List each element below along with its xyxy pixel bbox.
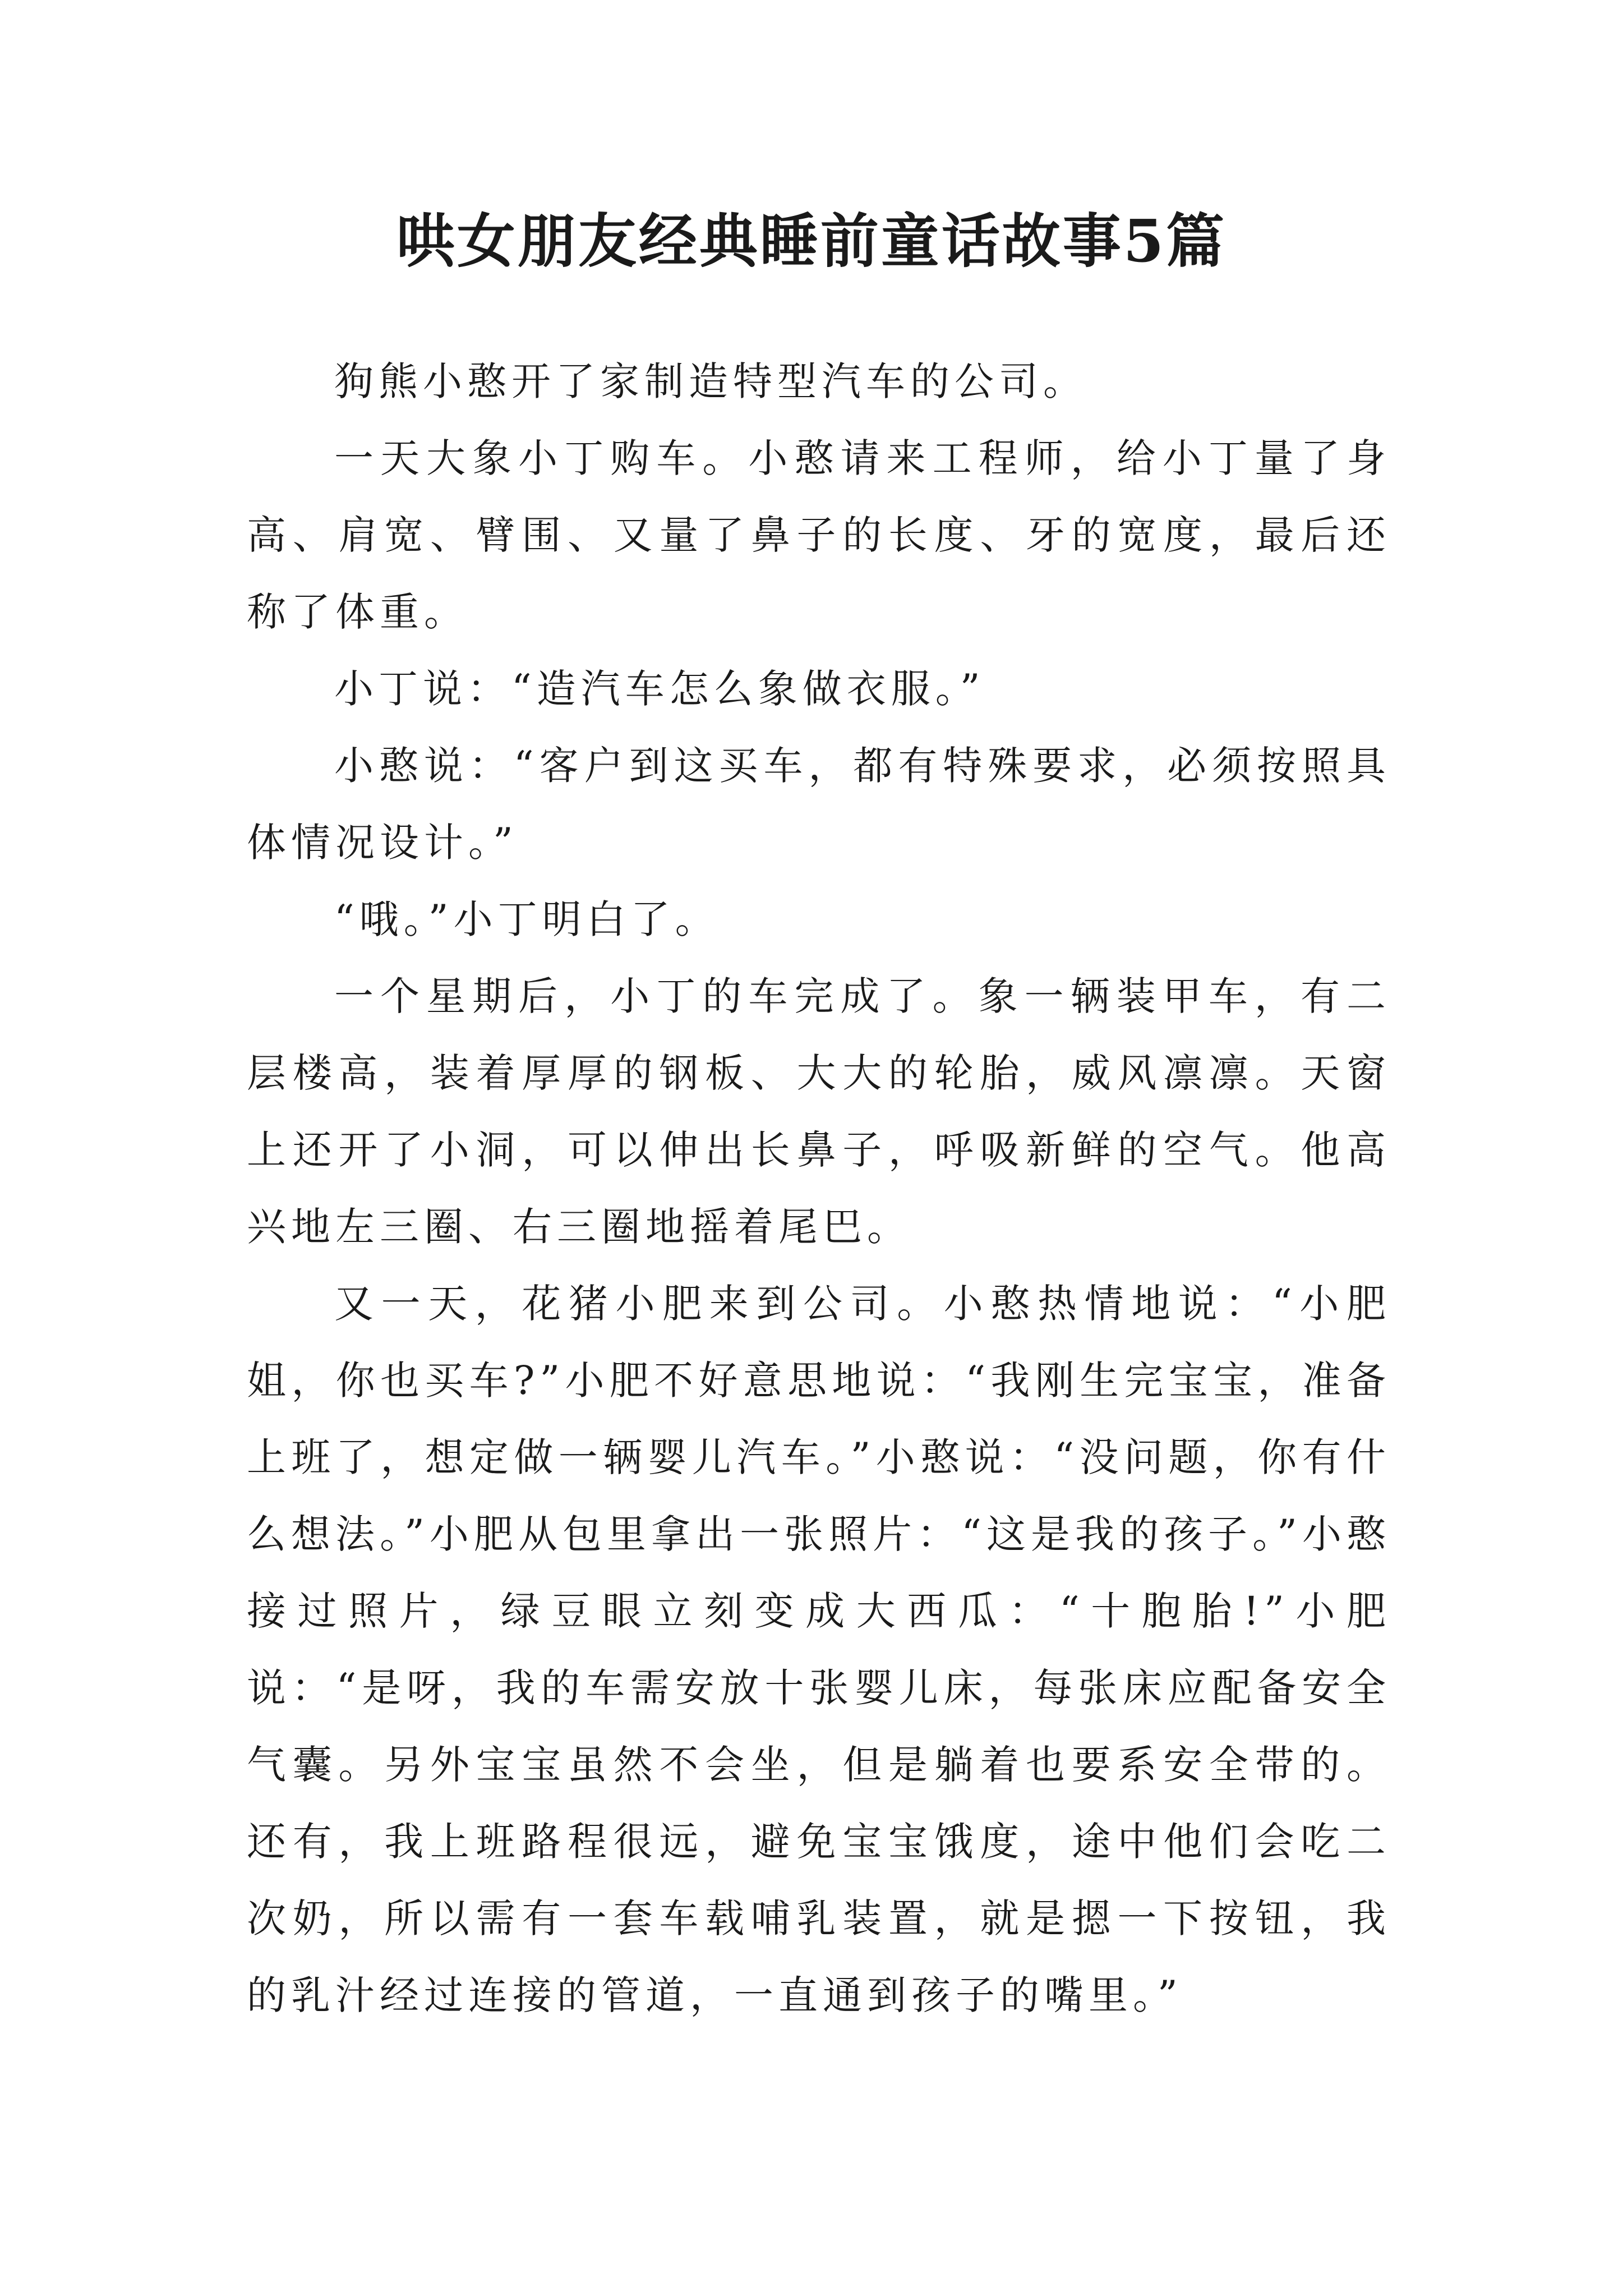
- paragraph: 小丁说：“造汽车怎么象做衣服。”: [334, 666, 985, 712]
- paragraph: 一个星期后，小丁的车完成了。象一辆装甲车，有二层楼高，装着厚厚的钢板、大大的轮胎，威风凛凛。天窗上还开了小洞，可以伸出长鼻子，呼吸新鲜的空气。他高兴地左三圈、右三圈地摇着尾巴。: [247, 973, 1391, 1250]
- paragraph: 狗熊小憨开了家制造特型汽车的公司。: [334, 358, 1087, 404]
- document-title: 哄女朋友经典睡前童话故事5篇: [396, 206, 1227, 275]
- paragraph: “哦。”小丁明白了。: [334, 896, 720, 942]
- paragraph: 又一天，花猪小肥来到公司。小憨热情地说：“小肥姐，你也买车?”小肥不好意思地说：“我刚生完宝宝，准备上班了，想定做一辆婴儿汽车。”小憨说：“没问题，你有什么想法。”小肥从包里拿出一张照片：“这是我的孩子。”小憨接过照片，绿豆眼立刻变成大西瓜：“十胞胎!”小肥说：“是呀，我的车需安放十张婴儿床，每张床应配备安全气囊。另外宝宝虽然不会坐，但是躺着也要系安全带的。还有，我上班路程很远，避免宝宝饿度，途中他们会吃二次奶，所以需有一套车载哺乳装置，就是摁一下按钮，我的乳汁经过连接的管道，一直通到孩子的嘴里。”: [247, 1281, 1391, 2018]
- paragraph: 一天大象小丁购车。小憨请来工程师，给小丁量了身高、肩宽、臂围、又量了鼻子的长度、牙的宽度，最后还称了体重。: [247, 435, 1391, 635]
- document-body: [247, 343, 1391, 2034]
- paragraph: 小憨说：“客户到这买车，都有特殊要求，必须按照具体情况设计。”: [247, 743, 1391, 866]
